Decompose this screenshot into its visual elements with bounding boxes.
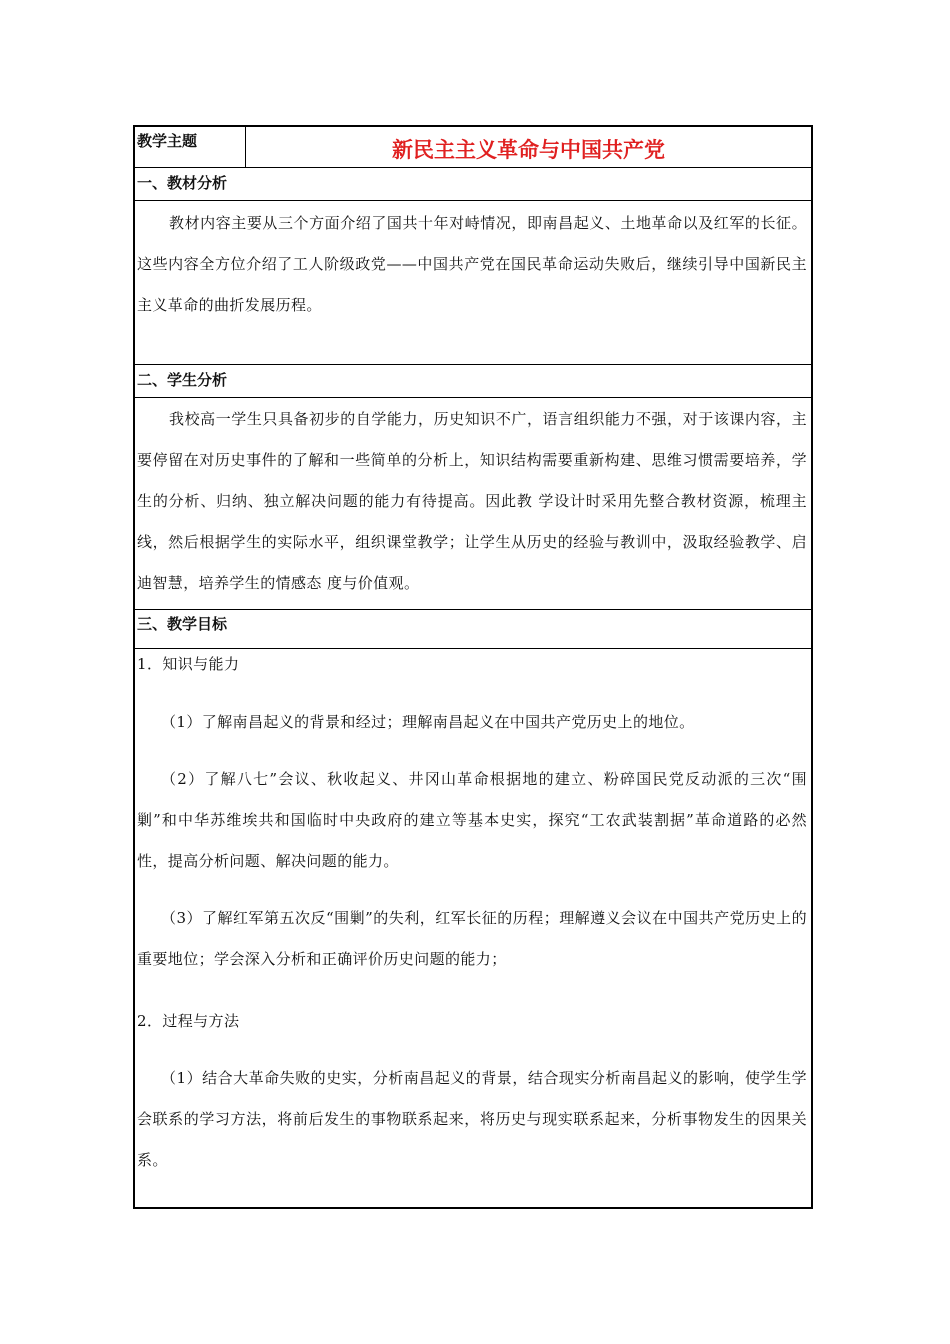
- page-title: 新民主主义革命与中国共产党: [392, 138, 665, 162]
- goal-knowledge-ability-title: 1．知识与能力: [137, 655, 240, 673]
- section-heading-teaching-goals: 三、教学目标: [137, 615, 228, 633]
- section-heading-student-analysis: 二、学生分析: [137, 371, 228, 389]
- row-divider: [135, 200, 811, 201]
- goal-item-3: （3）了解红军第五次反“围剿”的失利，红军长征的历程；理解遵义会议在中国共产党历史上的重要地位；学会深入分析和正确评价历史问题的能力；: [137, 909, 807, 968]
- goal-item-4: （1）结合大革命失败的史实，分析南昌起义的背景，结合现实分析南昌起义的影响，使学生学会联系的学习方法，将前后发生的事物联系起来，将历史与现实联系起来，分析事物发生的因果关系。: [137, 1069, 807, 1169]
- goal-process-method-title: 2．过程与方法: [137, 1012, 240, 1030]
- row-divider: [135, 397, 811, 398]
- lesson-plan-table: [133, 125, 813, 1209]
- student-analysis-text: 我校高一学生只具备初步的自学能力，历史知识不广，语言组织能力不强，对于该课内容，主要停留在对历史事件的了解和一些简单的分析上，知识结构需要重新构建、思维习惯需要培养，学生的分析、归纳、独立解决问题的能力有待提高。因此教 学设计时采用先整合教材资源，梳理主线，然后根据学生的实际水平，组织课堂教学；让学生从历史的经验与教训中，汲取经验教学、启迪智慧，培养学生的情感态 度与价值观。: [137, 410, 807, 592]
- row-divider: [135, 609, 811, 610]
- goal-item-2: （2）了解八七”会议、秋收起义、井冈山革命根据地的建立、粉碎国民党反动派的三次“围剿”和中华苏维埃共和国临时中央政府的建立等基本史实，探究“工农武装割据”革命道路的必然性，提高分析问题、解决问题的能力。: [137, 770, 807, 870]
- section-heading-textbook-analysis: 一、教材分析: [137, 174, 228, 192]
- topic-label: 教学主题: [137, 132, 198, 150]
- row-divider: [135, 364, 811, 365]
- goal-item-1: （1）了解南昌起义的背景和经过；理解南昌起义在中国共产党历史上的地位。: [161, 713, 695, 731]
- row-divider: [135, 167, 811, 168]
- textbook-analysis-text: 教材内容主要从三个方面介绍了国共十年对峙情况，即南昌起义、土地革命以及红军的长征。这些内容全方位介绍了工人阶级政党——中国共产党在国民革命运动失败后，继续引导中国新民主主义革命的曲折发展历程。: [137, 214, 807, 314]
